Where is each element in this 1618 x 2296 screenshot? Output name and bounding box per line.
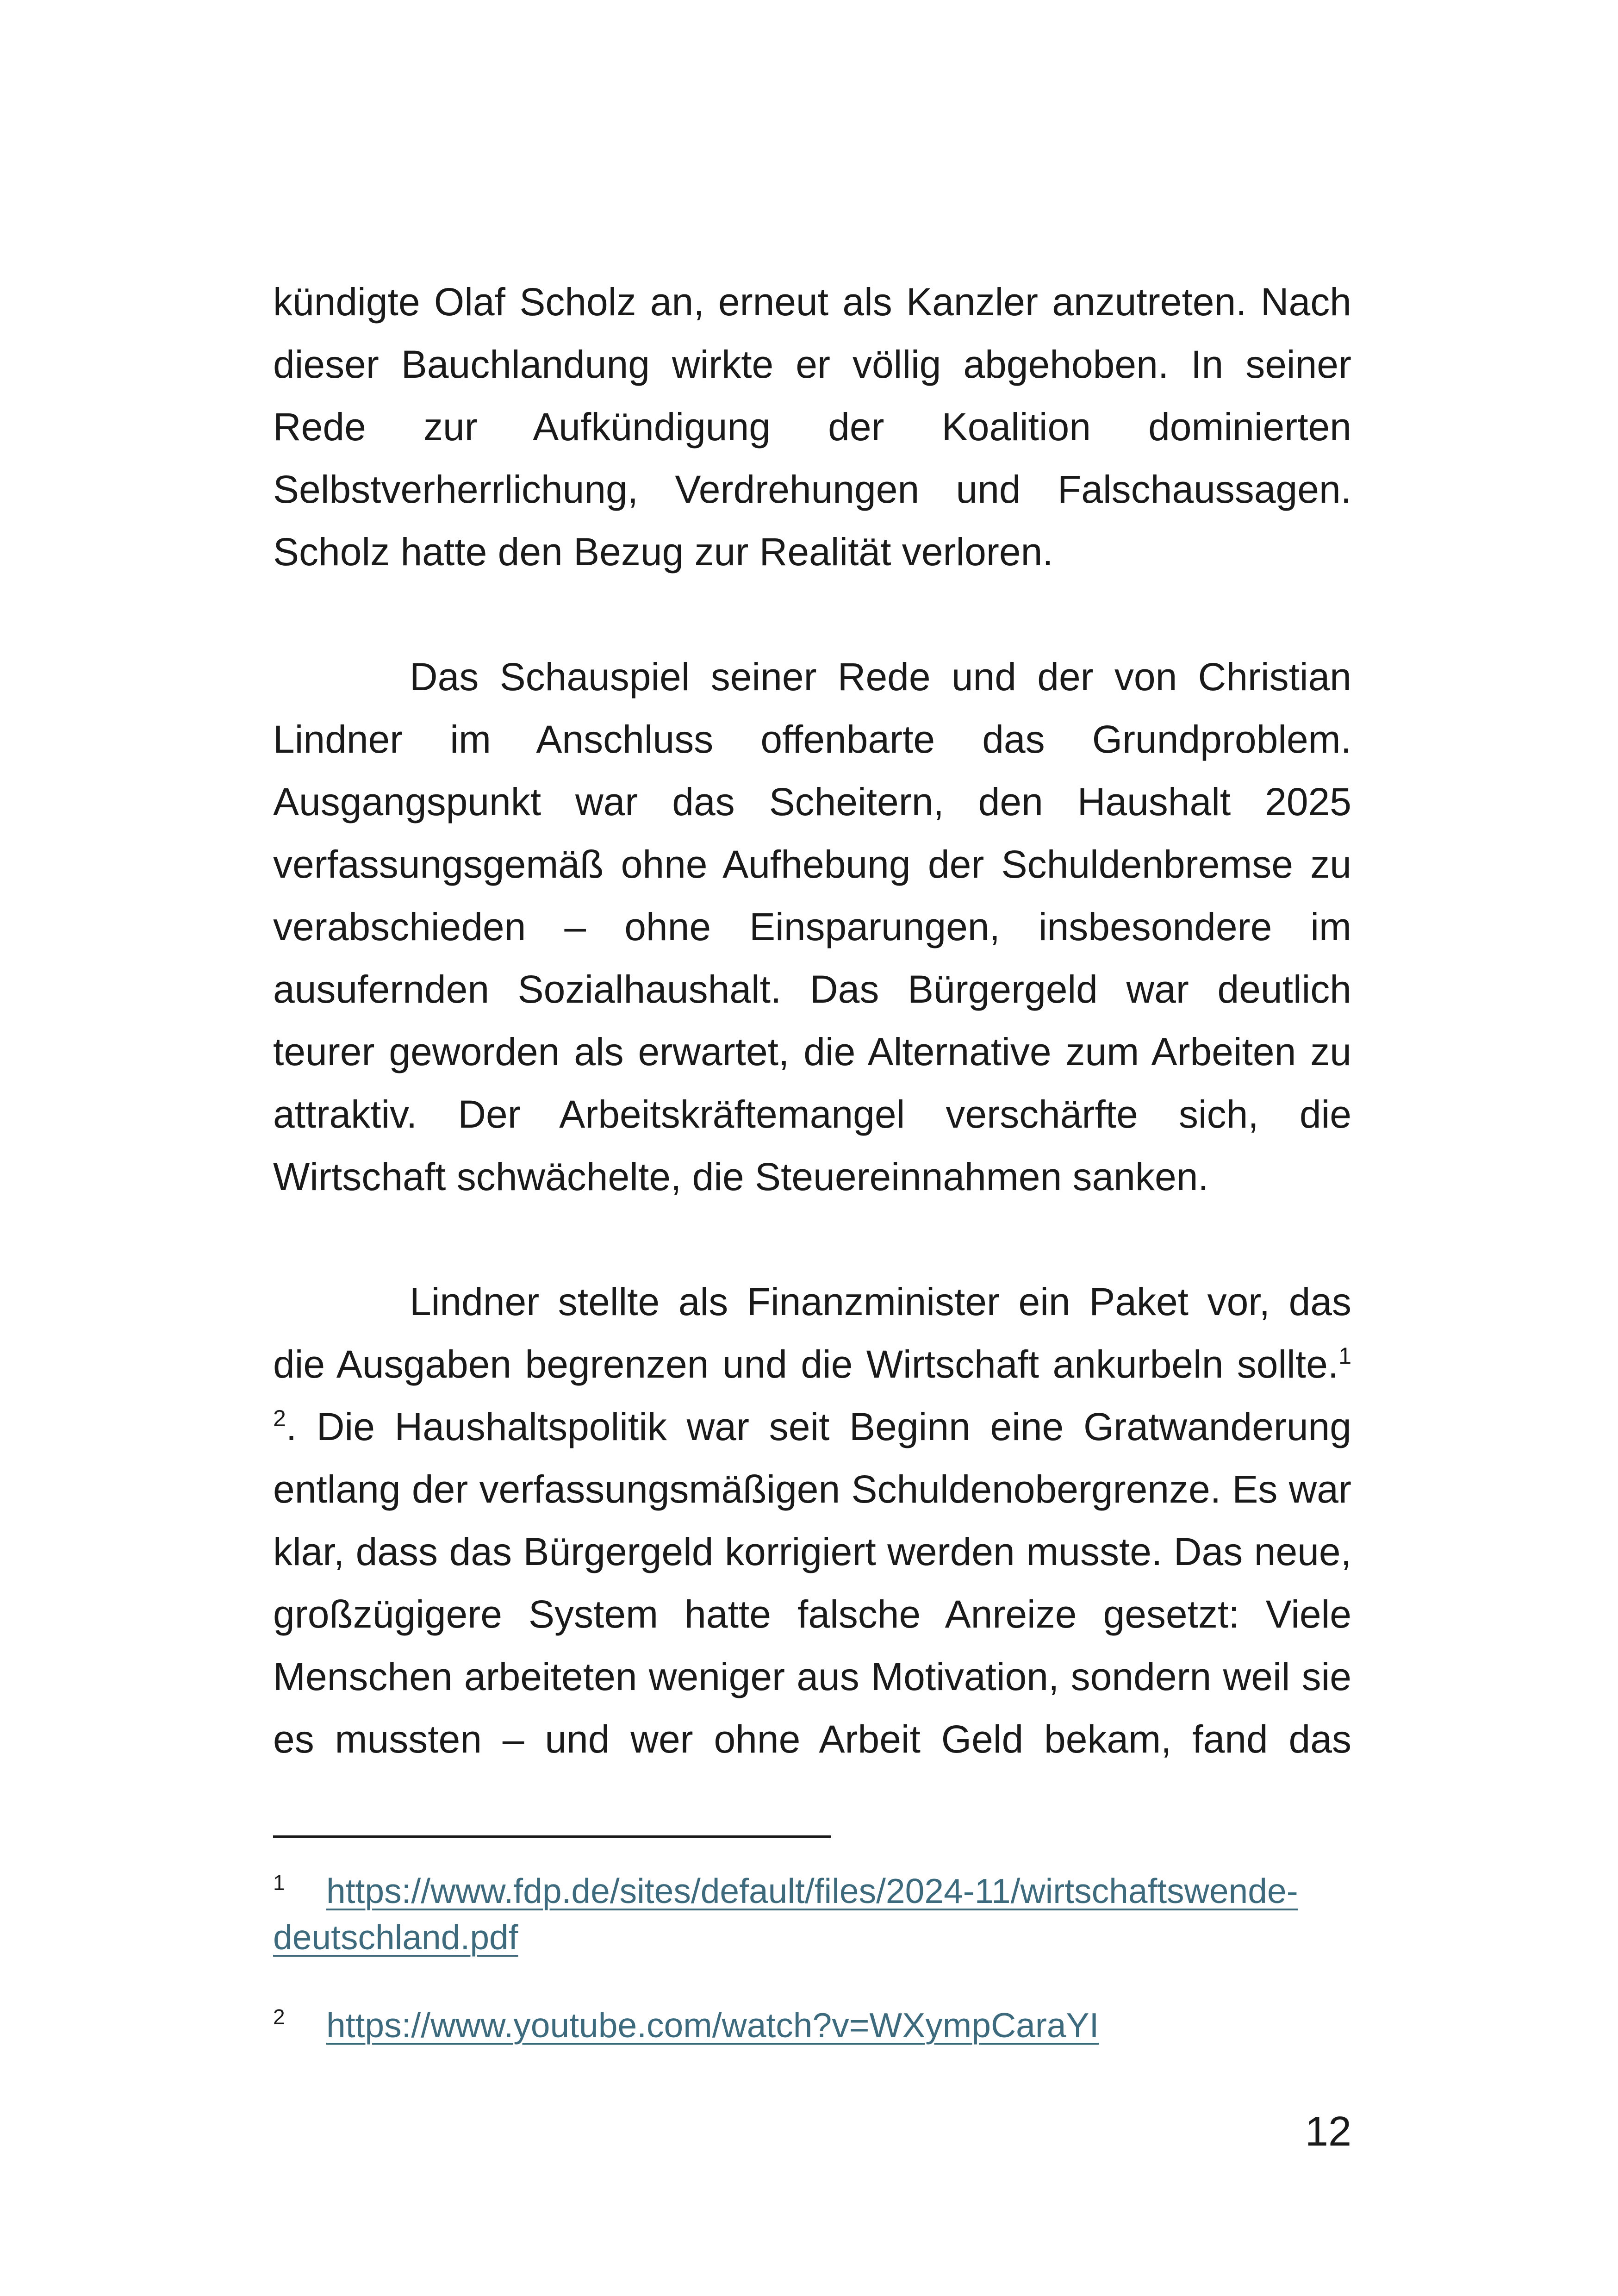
footnote-ref-1[interactable]: 1	[1338, 1343, 1351, 1369]
footnote-2: 2 https://www.youtube.com/watch?v=WXympCaraYI	[273, 2005, 1099, 2045]
footnote-1: 1 https://www.fdp.de/sites/default/files/2024-11/wirtschaftswende-deutschland.pdf	[273, 1871, 1298, 1957]
paragraph-3-text-end: . Die Haushaltspolitik war seit Beginn eine Gratwanderung entlang der verfassungsmäßigen Schuldenobergrenze. Es war klar, dass das Bürgergeld korrigiert werden musste. Das neue, großzügigere System hatte falsche Anreize gesetzt: Viele Menschen arbeiteten weniger aus Motivation, sondern weil sie es mussten – und wer ohne Arbeit Geld bekam, fand das	[273, 1405, 1351, 1761]
paragraph-1: kündigte Olaf Scholz an, erneut als Kanzler anzutreten. Nach dieser Bauchlandung wirkte er völlig abgehoben. In seiner Rede zur Aufkündigung der Koalition dominierten Selbstverherrlichung, Verdrehungen und Falschaussagen. Scholz hatte den Bezug zur Realität verloren.	[273, 280, 1351, 574]
footnote-separator	[273, 1835, 831, 1838]
paragraph-3-text-start: Lindner stellte als Finanzminister ein Paket vor, das die Ausgaben begrenzen und die Wirtschaft ankurbeln sollte.	[273, 1280, 1351, 1386]
footnote-ref-2[interactable]: 2	[273, 1405, 286, 1431]
paragraph-3	[273, 1271, 1351, 1771]
footnote-1-link[interactable]: https://www.fdp.de/sites/default/files/2024-11/wirtschaftswende-deutschland.pdf	[273, 1872, 1298, 1957]
footnote-2-link[interactable]: https://www.youtube.com/watch?v=WXympCaraYI	[326, 2006, 1099, 2045]
paragraph-2: Das Schauspiel seiner Rede und der von Christian Lindner im Anschluss offenbarte das Grundproblem. Ausgangspunkt war das Scheitern, den Haushalt 2025 verfassungsgemäß ohne Aufhebung der Schuldenbremse zu verabschieden – ohne Einsparungen, insbesondere im ausufernden Sozialhaushalt. Das Bürgergeld war deutlich teurer geworden als erwartet, die Alternative zum Arbeiten zu attraktiv. Der Arbeitskräftemangel verschärfte sich, die Wirtschaft schwächelte, die Steuereinnahmen sanken.	[273, 655, 1351, 1198]
page-number: 12	[1305, 2109, 1351, 2155]
